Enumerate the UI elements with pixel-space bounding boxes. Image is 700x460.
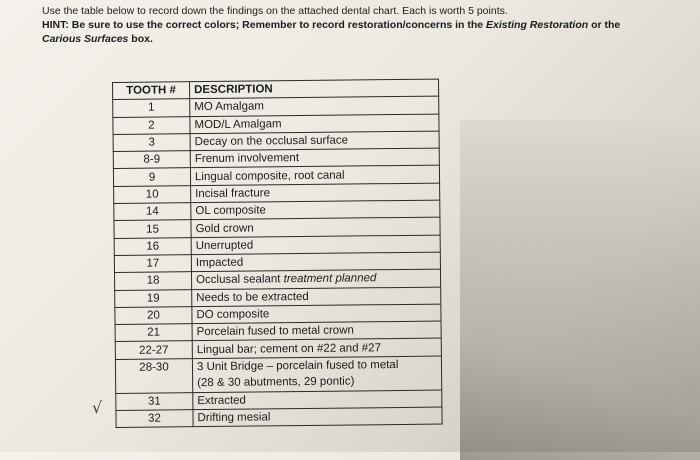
description-text: MO Amalgam bbox=[194, 100, 265, 114]
tooth-number-cell: 18 bbox=[114, 272, 191, 290]
tooth-number-cell: 31 bbox=[116, 392, 193, 410]
tooth-number-cell: 8-9 bbox=[113, 151, 190, 169]
description-text: Impacted bbox=[195, 256, 244, 270]
description-text: Porcelain fused to metal crown bbox=[196, 324, 354, 339]
tooth-number-cell: 21 bbox=[115, 324, 192, 342]
tooth-number-cell: 16 bbox=[114, 237, 191, 255]
tooth-number-cell: 19 bbox=[115, 289, 192, 307]
handwritten-checkmark: √ bbox=[92, 398, 103, 417]
table-row bbox=[116, 407, 442, 428]
description-text: Incisal fracture bbox=[195, 187, 271, 201]
tooth-number-cell: 2 bbox=[113, 116, 190, 134]
description-text: Frenum involvement bbox=[194, 152, 300, 166]
hint-existing-restoration: Existing Restoration bbox=[486, 19, 589, 31]
hint-text-a: Be sure to use the bbox=[68, 19, 166, 31]
hint-line bbox=[42, 18, 682, 32]
tooth-number-cell: 15 bbox=[114, 220, 191, 238]
description-text: Lingual composite, root canal bbox=[194, 169, 345, 183]
tooth-number-cell: 22-27 bbox=[115, 341, 192, 359]
tooth-number-cell: 32 bbox=[116, 410, 193, 428]
description-text: Drifting mesial bbox=[197, 411, 271, 425]
instructions bbox=[42, 4, 682, 46]
instruction-line-1: Use the table below to record down the findings on the attached dental chart. Each is worth 5 points. bbox=[42, 5, 508, 17]
description-text-line-2: (28 & 30 abutments, 29 pontic) bbox=[197, 375, 355, 389]
tooth-number-cell: 1 bbox=[113, 99, 190, 117]
paper-shadow bbox=[460, 120, 700, 460]
description-text: Gold crown bbox=[195, 222, 254, 235]
description-text: Needs to be extracted bbox=[196, 290, 309, 304]
description-italic-text: treatment planned bbox=[283, 272, 377, 286]
description-header: DESCRIPTION bbox=[190, 79, 439, 99]
hint-correct-colors: correct colors bbox=[165, 19, 236, 31]
description-text: MOD/L Amalgam bbox=[194, 117, 282, 131]
description-text: Occlusal sealant bbox=[196, 273, 284, 287]
tooth-number-cell: 17 bbox=[114, 255, 191, 273]
description-text: Decay on the occlusal surface bbox=[194, 134, 349, 149]
tooth-number-cell: 20 bbox=[115, 307, 192, 325]
tooth-number-cell: 3 bbox=[113, 134, 190, 152]
hint-or: or the bbox=[588, 19, 621, 31]
tooth-number-cell: 9 bbox=[113, 168, 190, 186]
description-text: DO composite bbox=[196, 308, 270, 322]
tooth-number-cell: 14 bbox=[114, 203, 191, 221]
hint-line-2 bbox=[42, 32, 682, 46]
description-cell bbox=[192, 356, 441, 393]
tooth-number-header: TOOTH # bbox=[113, 82, 190, 100]
description-text: 3 Unit Bridge – porcelain fused to metal bbox=[196, 358, 399, 373]
hint-box: box. bbox=[128, 33, 153, 45]
tooth-number-cell: 10 bbox=[114, 185, 191, 203]
hint-text-b: ; Remember to record restoration/concerns in the bbox=[235, 19, 487, 31]
description-text: Extracted bbox=[197, 394, 246, 408]
description-text: Lingual bar; cement on #22 and #27 bbox=[196, 341, 382, 356]
description-text: Unerrupted bbox=[195, 239, 254, 252]
dental-findings-table bbox=[112, 79, 443, 429]
description-cell bbox=[193, 407, 442, 427]
table-row bbox=[115, 356, 441, 393]
description-text: OL composite bbox=[195, 204, 266, 218]
tooth-number-cell: 28-30 bbox=[115, 358, 192, 393]
hint-carious-surfaces: Carious Surfaces bbox=[42, 33, 129, 45]
hint-label: HINT: bbox=[42, 19, 69, 31]
